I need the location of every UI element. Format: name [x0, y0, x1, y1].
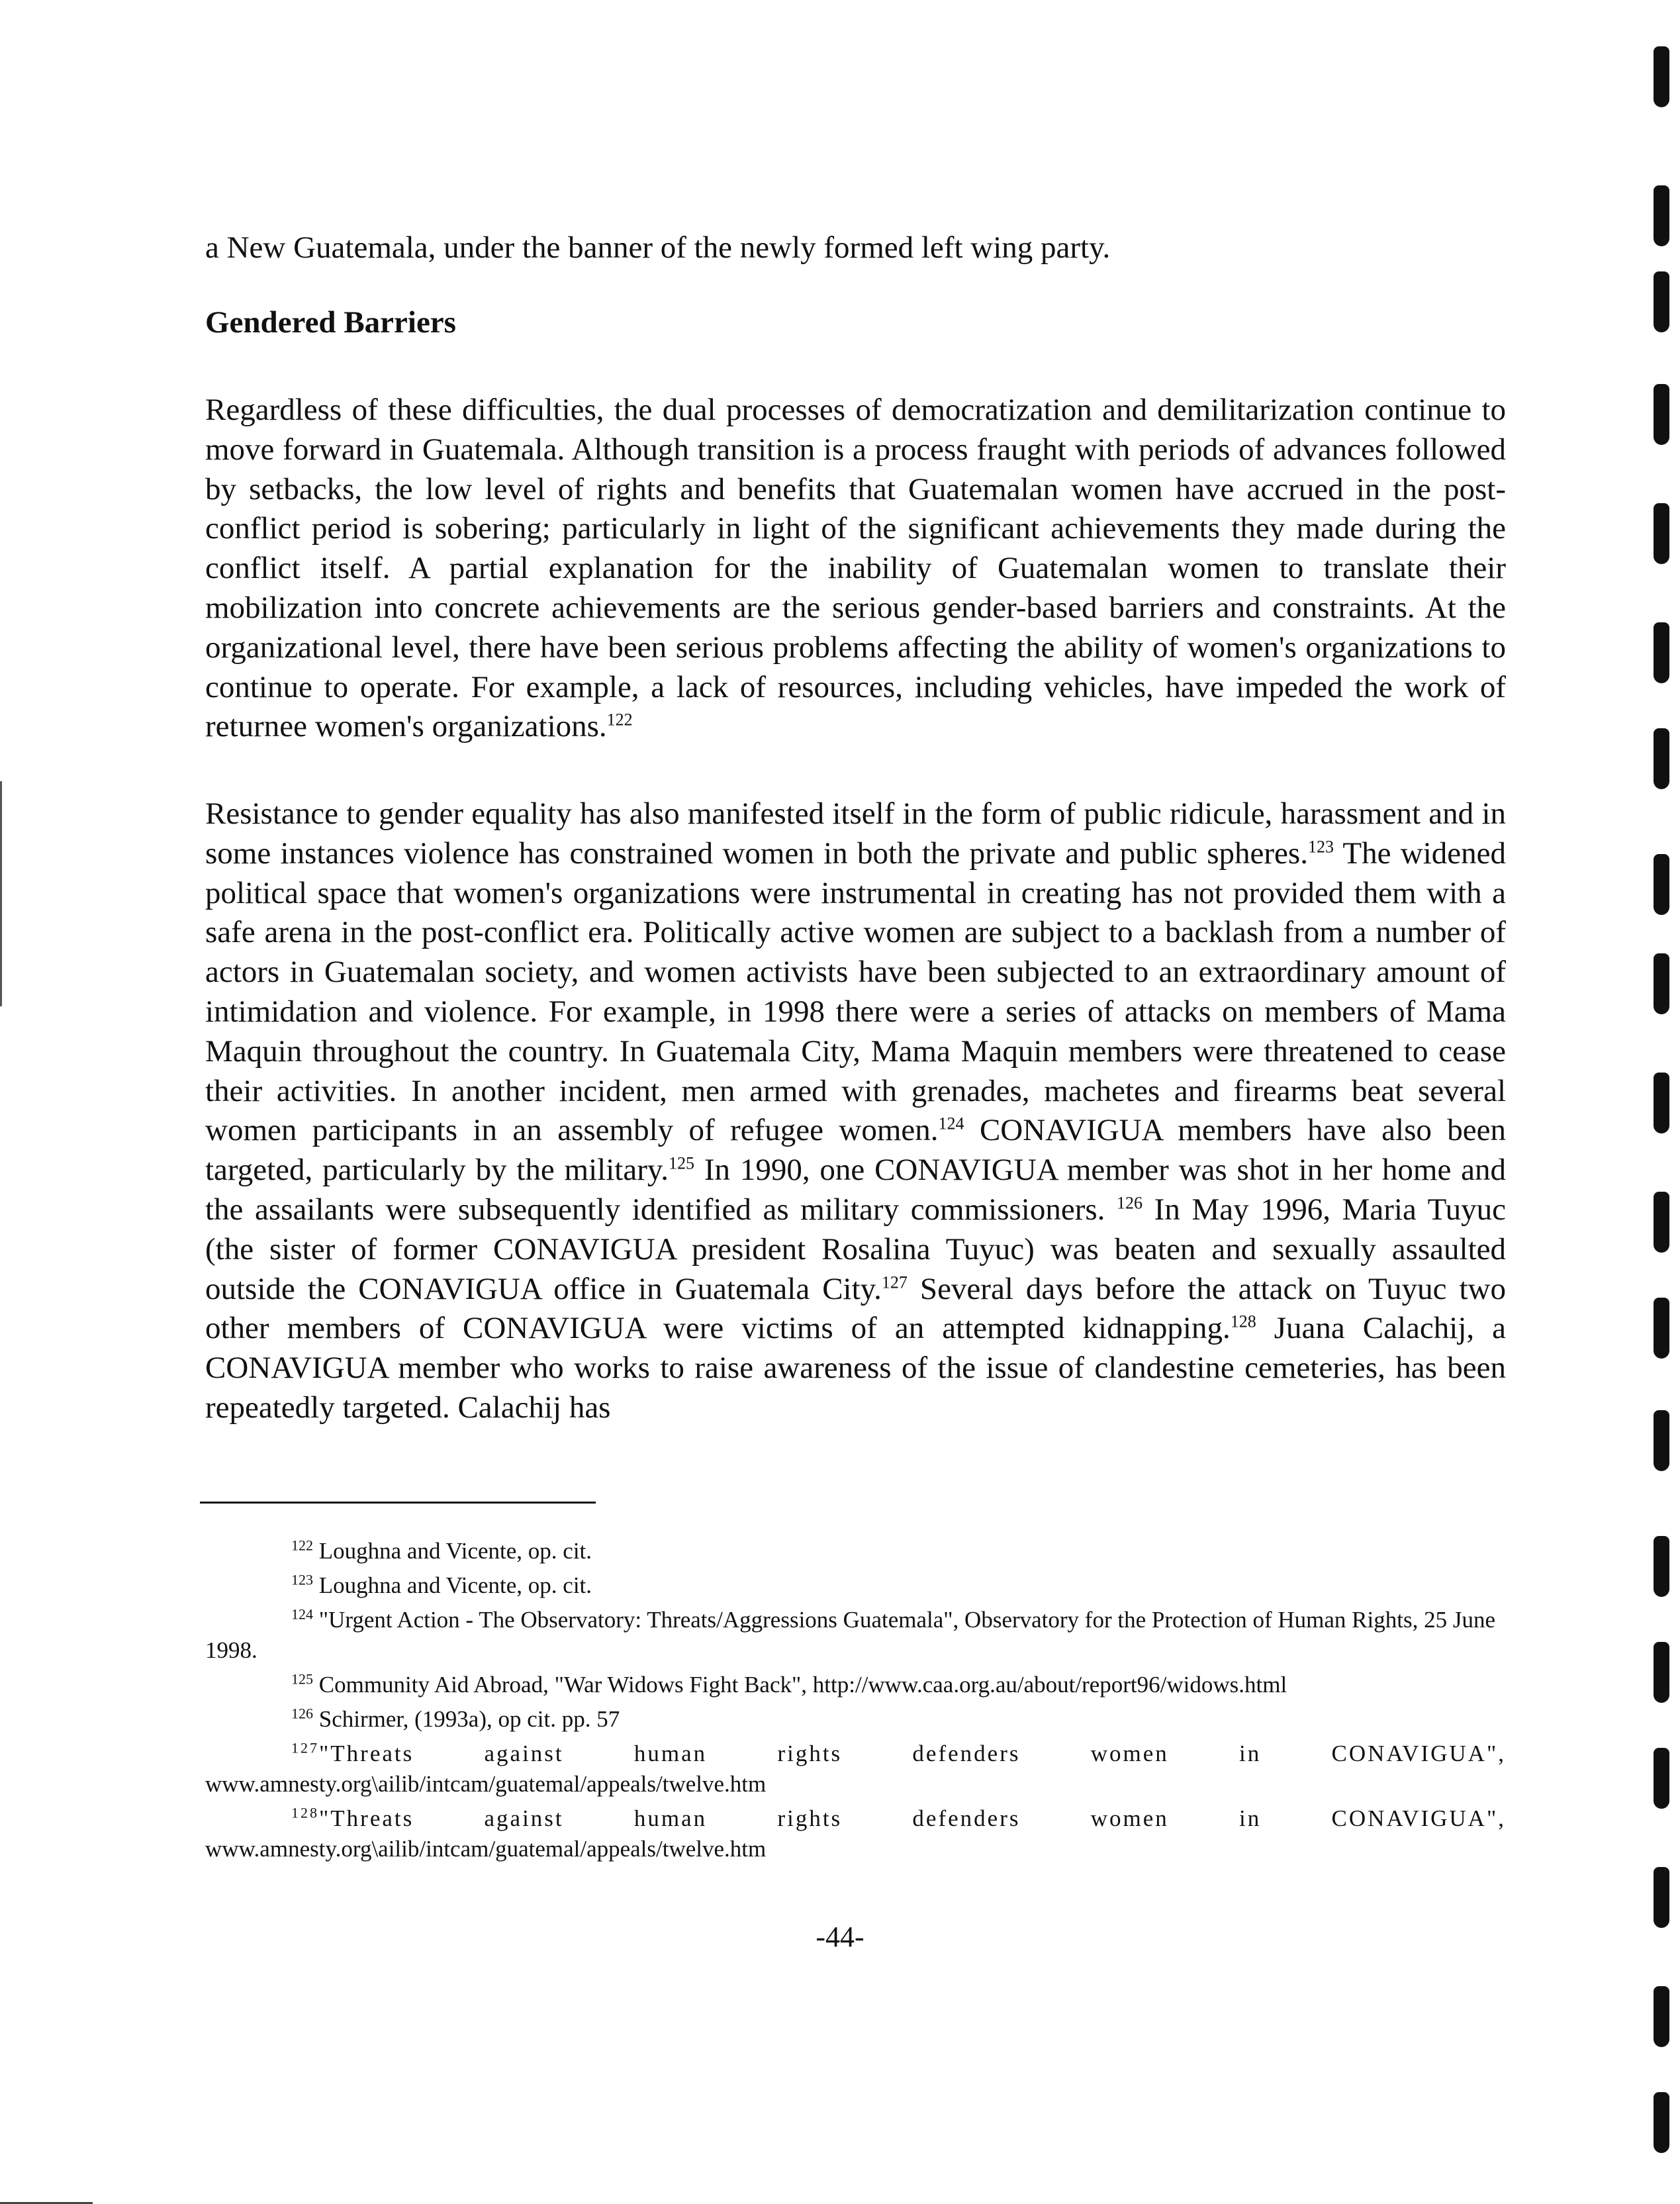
footnote-ref-128: 128	[1230, 1312, 1256, 1331]
binder-punch-mark	[1654, 622, 1669, 683]
binder-punch-mark	[1654, 384, 1669, 445]
footnote-ref-123: 123	[1307, 837, 1334, 857]
binder-punch-mark	[1654, 1410, 1669, 1471]
footnote-text: Loughna and Vicente, op. cit.	[318, 1538, 592, 1564]
binder-punch-mark	[1654, 854, 1669, 915]
paragraph-2	[205, 794, 1506, 1428]
binder-punch-mark	[1654, 1986, 1669, 2047]
paragraph-2-sentence-1: Resistance to gender equality has also manifested itself in the form of public ridicule, harassment and in some instances violence has constrained women in both the private and public spheres.	[205, 796, 1506, 871]
opening-line: a New Guatemala, under the banner of the newly formed left wing party.	[205, 230, 1111, 265]
footnote-text: Community Aid Abroad, "War Widows Fight Back", http://www.caa.org.au/about/report96/widows.html	[318, 1672, 1287, 1698]
footnote-text: "Threats against human rights defenders women in CONAVIGUA",	[319, 1805, 1506, 1831]
binder-punch-mark	[1654, 1073, 1669, 1133]
paragraph-2-sentence-4: In 1990, one CONAVIGUA member was shot in her home and the assailants were subsequently identified as military commissioners.	[205, 1153, 1506, 1227]
footnote-126	[205, 1704, 1506, 1735]
paragraph-2-sentence-7: Juana Calachij, a CONAVIGUA member who works to raise awareness of the issue of clandestine cemeteries, has been repeatedly targeted. Calachij has	[205, 1311, 1506, 1425]
footnote-text: "Threats against human rights defenders women in CONAVIGUA",	[319, 1741, 1506, 1766]
footnote-ref-122: 122	[606, 710, 633, 730]
footnote-ref-127: 127	[881, 1272, 908, 1292]
footnote-divider	[200, 1502, 596, 1504]
footnotes	[205, 1536, 1506, 1868]
binder-punch-mark	[1654, 503, 1669, 564]
binder-punch-mark	[1654, 1192, 1669, 1253]
footnote-124	[205, 1605, 1506, 1666]
footnote-128	[205, 1803, 1506, 1864]
binder-punch-mark	[1654, 1642, 1669, 1703]
binder-punch-mark	[1654, 271, 1669, 332]
footnote-number: 128	[291, 1804, 319, 1821]
binder-punch-mark	[1654, 2092, 1669, 2153]
footnote-125	[205, 1670, 1506, 1700]
page-number: -44-	[816, 1921, 864, 1953]
binder-punch-mark	[1654, 185, 1669, 246]
footnote-number: 124	[291, 1605, 313, 1623]
paragraph-1-text: Regardless of these difficulties, the dual processes of democratization and demilitarization continue to move forward in Guatemala. Although transition is a process fraught with periods of advances followed by setbacks, the low level of rights and benefits that Guatemalan women have accrued in the post-conflict period is sobering; particularly in light of the significant achievements they made during the conflict itself. A partial explanation for the inability of Guatemalan women to translate their mobilization into concrete achievements are the serious gender-based barriers and constraints. At the organizational level, there have been serious problems affecting the ability of women's organizations to continue to operate. For example, a lack of resources, including vehicles, have impeded the work of returnee women's organizations.	[205, 393, 1506, 744]
binder-punch-strip	[1640, 26, 1680, 2198]
binder-punch-mark	[1654, 1748, 1669, 1809]
binder-punch-mark	[1654, 1536, 1669, 1597]
paragraph-2-sentence-5: In May 1996, Maria Tuyuc (the sister of former CONAVIGUA president Rosalina Tuyuc) was beaten and sexually assaulted outside the CONAVIGUA office in Guatemala City.	[205, 1192, 1506, 1306]
binder-punch-mark	[1654, 1867, 1669, 1928]
footnote-number: 126	[291, 1705, 313, 1722]
paragraph-2-sentence-2: The widened political space that women's organizations were instrumental in creating has not provided them with a safe arena in the post-conflict era. Politically active women are subject to a backlash from a number of actors in Guatemalan society, and women activists have been subjected to an extraordinary amount of intimidation and violence. For example, in 1998 there were a series of attacks on members of Mama Maquin throughout the country. In Guatemala City, Mama Maquin members were threatened to cease their activities. In another incident, men armed with grenades, machetes and firearms beat several women participants in an assembly of refugee women.	[205, 836, 1506, 1148]
footnote-number: 123	[291, 1571, 313, 1588]
footnote-url: www.amnesty.org\ailib/intcam/guatemal/appeals/twelve.htm	[205, 1836, 767, 1862]
section-heading: Gendered Barriers	[205, 305, 456, 340]
footnote-ref-126: 126	[1117, 1193, 1143, 1213]
footnote-number: 125	[291, 1670, 313, 1688]
paragraph-2-sentence-6: Several days before the attack on Tuyuc two other members of CONAVIGUA were victims of an attempted kidnapping.	[205, 1271, 1506, 1346]
paragraph-2-sentence-3: CONAVIGUA members have also been targeted, particularly by the military.	[205, 1113, 1506, 1188]
footnote-ref-124: 124	[938, 1114, 964, 1133]
scan-edge-mark	[0, 781, 2, 1006]
footnote-text: "Urgent Action - The Observatory: Threats/Aggressions Guatemala", Observatory for the Protection of Human Rights, 25 June 1998.	[205, 1607, 1495, 1663]
footnote-ref-125: 125	[669, 1153, 695, 1173]
binder-punch-mark	[1654, 728, 1669, 789]
footnote-number: 127	[291, 1739, 319, 1756]
footnote-text: Loughna and Vicente, op. cit.	[318, 1572, 592, 1598]
binder-punch-mark	[1654, 46, 1669, 107]
footnote-text: Schirmer, (1993a), op cit. pp. 57	[318, 1706, 620, 1732]
footnote-127	[205, 1739, 1506, 1799]
footnote-url: www.amnesty.org\ailib/intcam/guatemal/appeals/twelve.htm	[205, 1771, 767, 1797]
footnote-122	[205, 1536, 1506, 1566]
binder-punch-mark	[1654, 953, 1669, 1014]
paragraph-1	[205, 391, 1506, 747]
binder-punch-mark	[1654, 1298, 1669, 1359]
footnote-123	[205, 1570, 1506, 1601]
footnote-number: 122	[291, 1537, 313, 1554]
